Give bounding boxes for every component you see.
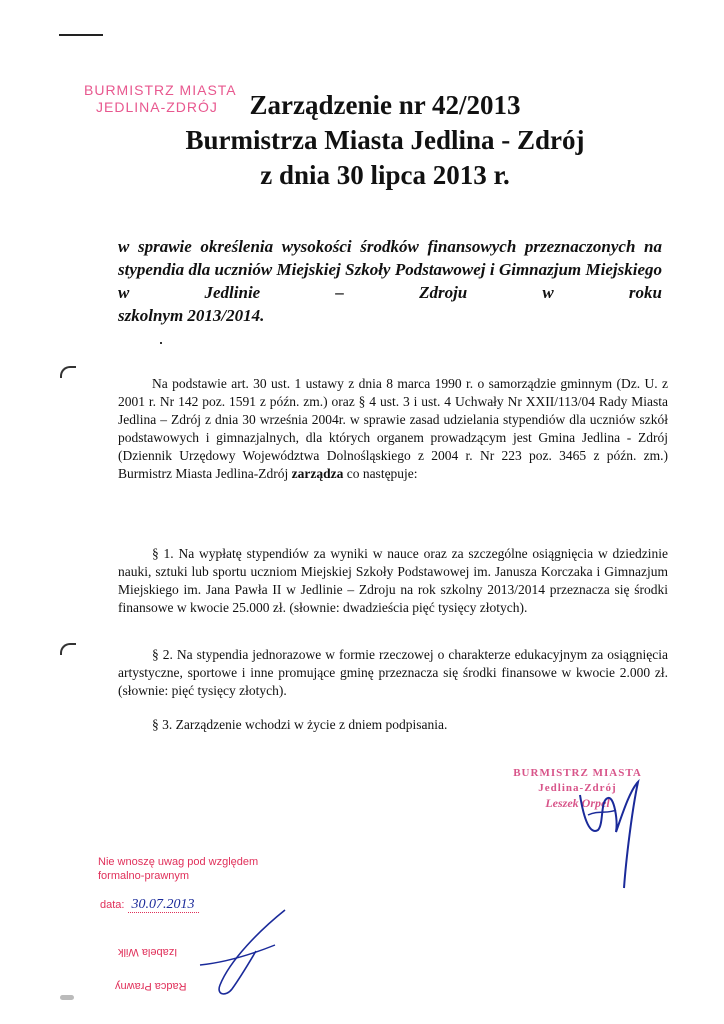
document-subject: [118, 235, 662, 327]
stamp-top-line1: BURMISTRZ MIASTA: [84, 82, 237, 98]
legal-stamp-date: [100, 897, 199, 913]
section-1-paragraph: § 1. Na wypłatę stypendiów za wyniki w nauce oraz za szczególne osiągnięcia w dziedzinie nauki, sztuki lub sportu uczniom Miejskiej Szkoły Podstawowej im. Janusza Korczaka i Gimnazjum Miejskiego im. Jana Pawła II w Jedlinie – Zdroju na rok szkolny 2013/2014 przeznacza się środki finansowe w kwocie 25.000 zł. (słownie: dwadzieścia pięć tysięcy złotych).: [118, 546, 668, 615]
title-line2: Burmistrza Miasta Jedlina - Zdrój: [185, 125, 585, 155]
subject-last-line: szkolnym 2013/2014.: [118, 306, 265, 325]
punch-hole-mark: [60, 643, 76, 655]
date-label: data:: [100, 899, 125, 911]
subject-main: w sprawie określenia wysokości środków finansowych przeznaczonych na stypendia dla uczniów Miejskiej Szkoły Podstawowej i Gimnazjum Miejskiego w Jedlinie – Zdroju w roku: [118, 237, 662, 302]
date-value: 30.07.2013: [128, 897, 199, 913]
section-2-paragraph: § 2. Na stypendia jednorazowe w formie rzeczowej o charakterze edukacyjnym za osiągnięcia artystyczne, sportowe i inne promujące gminę przeznacza się środki finansowe w kwocie 2.000 zł. (słownie: pięć tysięcy złotych).: [118, 647, 668, 698]
legal-stamp-line1: Nie wnoszę uwag pod względem: [98, 856, 259, 868]
section-3-paragraph: § 3. Zarządzenie wchodzi w życie z dniem podpisania.: [152, 717, 448, 732]
title-line1: Zarządzenie nr 42/2013: [249, 90, 521, 120]
basis-tail: co następuje:: [343, 466, 418, 481]
basis-bold: zarządza: [291, 466, 344, 481]
legal-review-stamp: [98, 855, 298, 883]
mayor-stamp: [510, 766, 645, 811]
mayor-stamp-office: BURMISTRZ MIASTA: [513, 767, 642, 779]
stamp-top-line2: JEDLINA-ZDRÓJ: [96, 99, 218, 115]
legal-basis-paragraph: [118, 375, 668, 483]
legal-stamp-role: Radca Prawny: [115, 980, 187, 992]
legal-stamp-name: Izabela Wilk: [118, 946, 178, 958]
punch-hole-mark: [60, 366, 76, 378]
mayor-stamp-town: Jedlina-Zdrój: [538, 782, 617, 794]
mayor-stamp-person: Leszek Orpel: [545, 796, 610, 810]
title-line3: z dnia 30 lipca 2013 r.: [260, 160, 510, 190]
document-title: [160, 88, 610, 193]
page-edge-mark: [59, 34, 103, 36]
scan-smudge: [60, 995, 74, 1000]
stray-dot: [160, 342, 162, 344]
legal-counsel-signature: [190, 905, 300, 1010]
basis-text: Na podstawie art. 30 ust. 1 ustawy z dnia 8 marca 1990 r. o samorządzie gminnym (Dz. U. z 2001 r. Nr 142 poz. 1591 z późn. zm.) oraz § 4 ust. 3 i ust. 4 Uchwały Nr XXII/113/04 Rady Miasta Jedlina – Zdrój z dnia 30 września 2004r. w sprawie zasad udzielania stypendiów dla uczniów szkół podstawowych i gimnazjalnych, dla których organem prowadzącym jest Gmina Jedlina - Zdrój (Dziennik Urzędowy Województwa Dolnośląskiego z 2004 r. Nr 223 poz. 3465 z późn. zm.) Burmistrz Miasta Jedlina-Zdrój: [118, 376, 668, 481]
legal-stamp-line2: formalno-prawnym: [98, 870, 190, 882]
